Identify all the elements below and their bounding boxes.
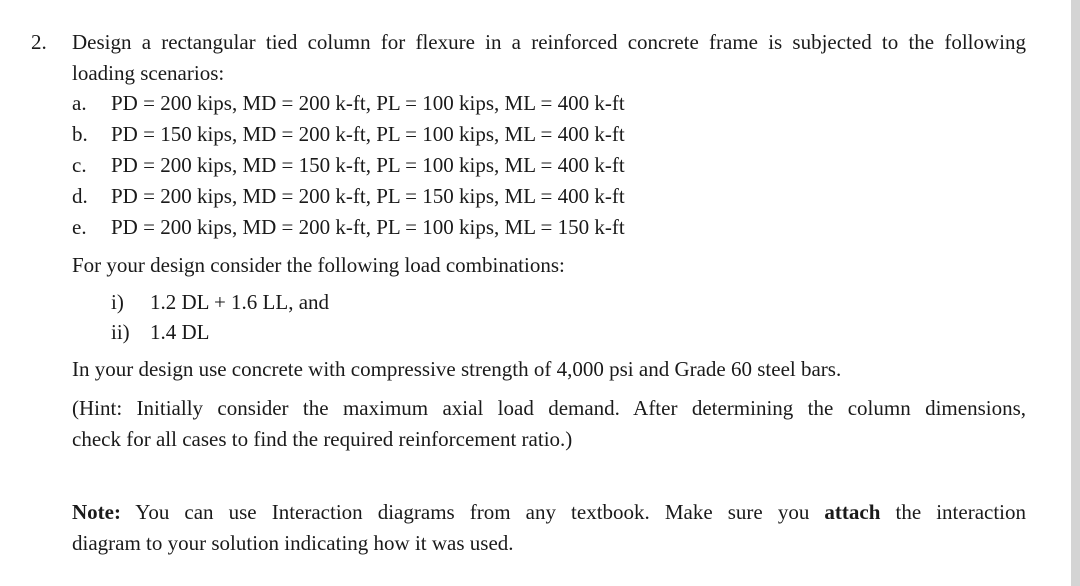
hint-line2: check for all cases to find the required reinforcement ratio.) bbox=[72, 427, 573, 451]
right-scroll-border bbox=[1071, 0, 1080, 586]
combos-intro: For your design consider the following load combinations: bbox=[72, 253, 565, 277]
note-bold-attach: attach bbox=[824, 500, 881, 524]
scenario-label: b. bbox=[72, 122, 88, 146]
combo-text: 1.4 DL bbox=[150, 320, 210, 344]
scenario-label: e. bbox=[72, 215, 87, 239]
scenario-text: PD = 150 kips, MD = 200 k-ft, PL = 100 kips, ML = 400 k-ft bbox=[111, 122, 625, 146]
combo-label: i) bbox=[111, 290, 124, 314]
scenario-label: a. bbox=[72, 91, 87, 115]
scenario-label: d. bbox=[72, 184, 88, 208]
scenario-text: PD = 200 kips, MD = 150 k-ft, PL = 100 kips, ML = 400 k-ft bbox=[111, 153, 625, 177]
note-text-part2: the interaction bbox=[880, 500, 1027, 524]
note-line2: diagram to your solution indicating how it was used. bbox=[72, 531, 514, 555]
scenario-text: PD = 200 kips, MD = 200 k-ft, PL = 100 kips, ML = 400 k-ft bbox=[111, 91, 625, 115]
scenario-label: c. bbox=[72, 153, 87, 177]
note-label: Note: bbox=[72, 500, 121, 524]
scenario-text: PD = 200 kips, MD = 200 k-ft, PL = 150 kips, ML = 400 k-ft bbox=[111, 184, 625, 208]
question-intro-line1: Design a rectangular tied column for flexure in a reinforced concrete frame is subjected to the following bbox=[72, 30, 1026, 54]
question-number: 2. bbox=[31, 30, 47, 54]
combo-text: 1.2 DL + 1.6 LL, and bbox=[150, 290, 330, 314]
note-text-part1: You can use Interaction diagrams from any textbook. Make sure you bbox=[120, 500, 825, 524]
hint-line1: (Hint: Initially consider the maximum axial load demand. After determining the column dimensions, bbox=[72, 396, 1026, 420]
scenario-text: PD = 200 kips, MD = 200 k-ft, PL = 100 kips, ML = 150 k-ft bbox=[111, 215, 625, 239]
question-intro-line2: loading scenarios: bbox=[72, 61, 225, 85]
materials-text: In your design use concrete with compressive strength of 4,000 psi and Grade 60 steel bars. bbox=[72, 357, 842, 381]
note-line1 bbox=[72, 499, 1026, 525]
combo-label: ii) bbox=[111, 320, 130, 344]
